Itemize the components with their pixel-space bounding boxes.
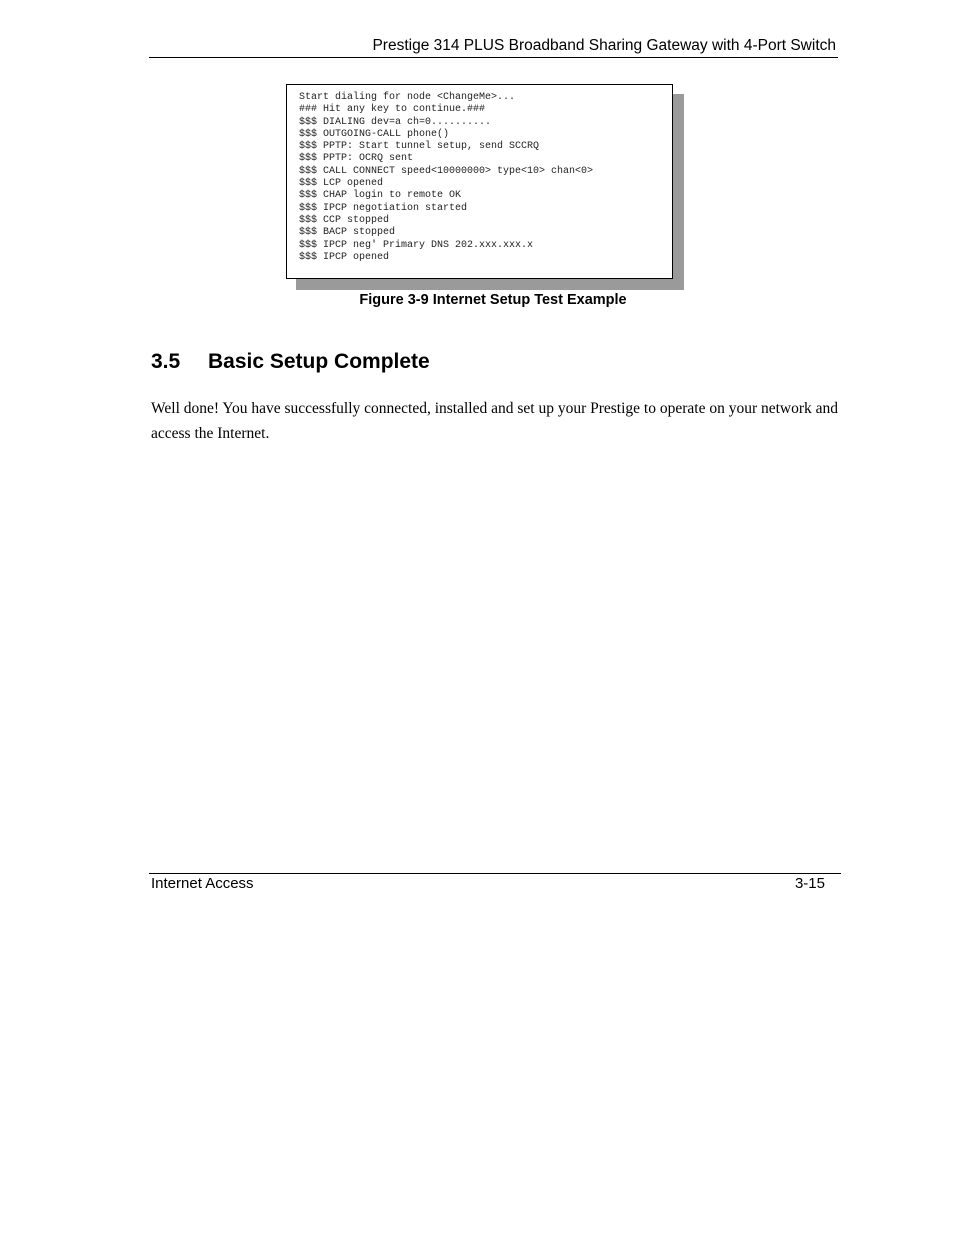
terminal-line: Start dialing for node <ChangeMe>...: [299, 92, 516, 103]
footer-rule: [149, 873, 841, 874]
terminal-line: $$$ IPCP negotiation started: [299, 202, 468, 214]
section-heading: [151, 350, 430, 374]
terminal-line: $$$ PPTP: OCRQ sent: [299, 153, 414, 165]
terminal-line: $$$ DIALING dev=a ch=0..........: [299, 116, 492, 128]
terminal-line: $$$ CALL CONNECT speed<10000000> type<10> chan<0>: [299, 165, 594, 177]
terminal-line: $$$ IPCP neg' Primary DNS 202.xxx.xxx.x: [299, 239, 534, 251]
terminal-line: $$$ LCP opened: [299, 178, 384, 190]
terminal-output-box: [286, 84, 673, 279]
terminal-line: $$$ OUTGOING-CALL phone(): [299, 128, 450, 140]
body-paragraph: Well done! You have successfully connected, installed and set up your Prestige to operate on your network and access the Internet.: [151, 400, 839, 442]
terminal-line: $$$ CHAP login to remote OK: [299, 190, 462, 202]
terminal-line: ### Hit any key to continue.###: [299, 104, 486, 116]
terminal-line: $$$ CCP stopped: [299, 214, 390, 226]
terminal-line: $$$ IPCP opened: [299, 251, 390, 263]
footer-page-number: 3-15: [794, 875, 825, 892]
terminal-line: $$$ PPTP: Start tunnel setup, send SCCRQ: [299, 141, 540, 153]
section-title: Basic Setup Complete: [208, 350, 430, 373]
header-rule: [149, 57, 838, 58]
footer-chapter: Internet Access: [151, 875, 254, 892]
section-number: 3.5: [151, 350, 181, 373]
page-header-title: Prestige 314 PLUS Broadband Sharing Gateway with 4-Port Switch: [372, 37, 836, 54]
figure-caption: Figure 3-9 Internet Setup Test Example: [359, 292, 627, 308]
terminal-line: $$$ BACP stopped: [299, 227, 396, 239]
